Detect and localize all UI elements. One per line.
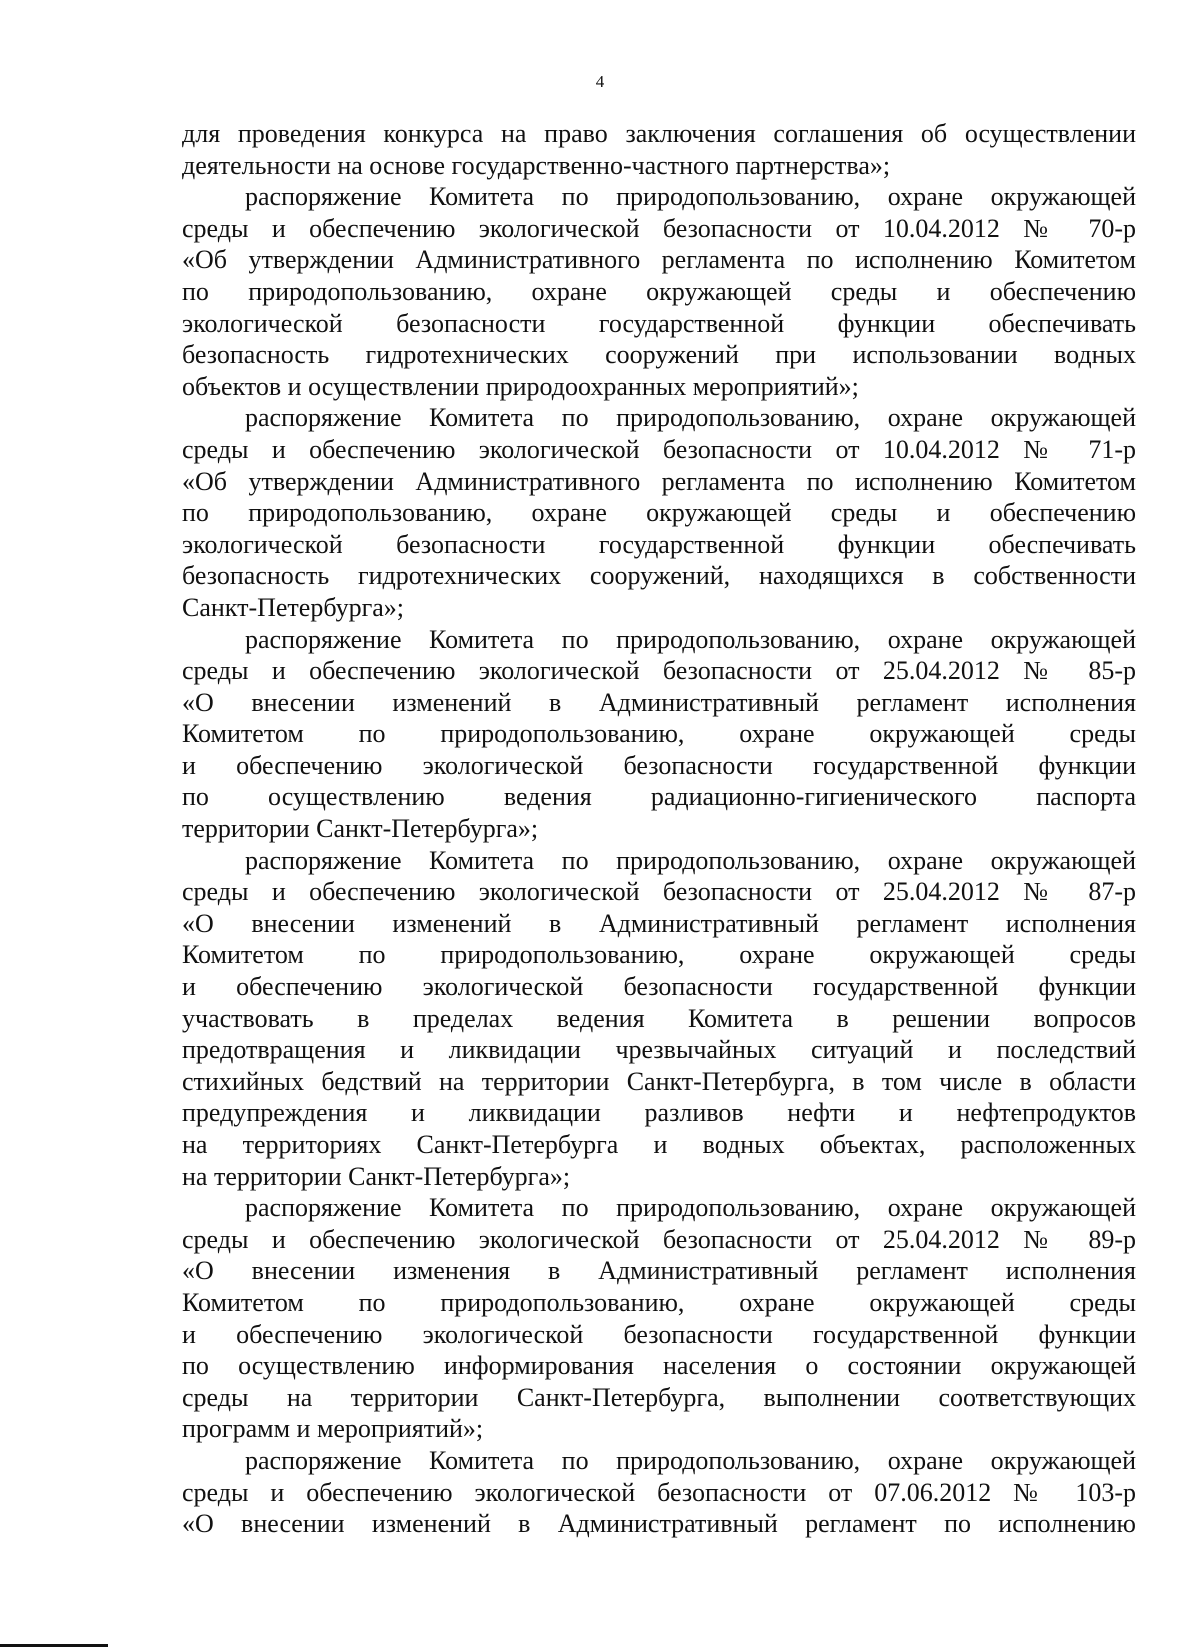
paragraph <box>182 845 1136 1193</box>
text-line: среды на территории Санкт-Петербурга, выполнении соответствующих <box>182 1382 1136 1412</box>
text-line: и обеспечению экологической безопасности государственной функции <box>182 1319 1136 1349</box>
text-line: «О внесении изменения в Административный регламент исполнения <box>182 1256 1136 1286</box>
text-line: на территориях Санкт-Петербурга и водных объектах, расположенных <box>182 1130 1136 1159</box>
paragraph <box>182 1192 1136 1445</box>
text-line: среды и обеспечению экологической безопасности от 10.04.2012 № 71-р <box>182 434 1136 464</box>
text-line: распоряжение Комитета по природопользованию, охране окружающей <box>245 624 1136 654</box>
text-line: по осуществлению информирования населения о состоянии окружающей <box>182 1351 1136 1381</box>
text-line: и обеспечению экологической безопасности государственной функции <box>182 972 1136 1002</box>
text-line: среды и обеспечению экологической безопасности от 25.04.2012 № 89-р <box>182 1224 1136 1254</box>
text-line: на территории Санкт-Петербурга»; <box>182 1161 571 1191</box>
text-line: «Об утверждении Административного регламента по исполнению Комитетом <box>182 466 1136 496</box>
text-line: экологической безопасности государственной функции обеспечивать <box>182 529 1136 559</box>
text-line: Комитетом по природопользованию, охране окружающей среды <box>182 940 1136 970</box>
text-line: объектов и осуществлении природоохранных мероприятий»; <box>182 371 859 401</box>
text-line: Комитетом по природопользованию, охране окружающей среды <box>182 719 1136 749</box>
text-line: среды и обеспечению экологической безопасности от 07.06.2012 № 103-р <box>182 1477 1136 1507</box>
text-line: «Об утверждении Административного регламента по исполнению Комитетом <box>182 245 1136 275</box>
footer-rule <box>0 1644 108 1647</box>
text-line: участвовать в пределах ведения Комитета в решении вопросов <box>182 1003 1136 1033</box>
text-line: среды и обеспечению экологической безопасности от 25.04.2012 № 87-р <box>182 877 1136 907</box>
text-line: для проведения конкурса на право заключения соглашения об осуществлении <box>182 119 1136 148</box>
paragraph <box>182 118 1136 181</box>
text-line: стихийных бедствий на территории Санкт-Петербурга, в том числе в области <box>182 1066 1136 1096</box>
paragraph <box>182 1445 1136 1540</box>
text-line: и обеспечению экологической безопасности государственной функции <box>182 750 1136 780</box>
text-line: распоряжение Комитета по природопользованию, охране окружающей <box>245 403 1136 433</box>
text-line: по осуществлению ведения радиационно-гигиенического паспорта <box>182 782 1136 812</box>
text-line: безопасность гидротехнических сооружений при использовании водных <box>182 340 1136 370</box>
text-line: деятельности на основе государственно-частного партнерства»; <box>182 150 891 180</box>
text-line: среды и обеспечению экологической безопасности от 25.04.2012 № 85-р <box>182 656 1136 686</box>
text-line: «О внесении изменений в Административный регламент исполнения <box>182 687 1136 717</box>
text-line: предотвращения и ликвидации чрезвычайных ситуаций и последствий <box>182 1035 1136 1065</box>
document-body <box>182 118 1136 1540</box>
page-number: 4 <box>595 72 605 91</box>
text-line: по природопользованию, охране окружающей среды и обеспечению <box>182 276 1136 306</box>
text-line: территории Санкт-Петербурга»; <box>182 814 539 844</box>
text-line: предупреждения и ликвидации разливов нефти и нефтепродуктов <box>182 1098 1136 1128</box>
text-line: по природопользованию, охране окружающей среды и обеспечению <box>182 498 1136 528</box>
paragraph <box>182 402 1136 623</box>
text-line: распоряжение Комитета по природопользованию, охране окружающей <box>245 845 1136 875</box>
text-line: безопасность гидротехнических сооружений, находящихся в собственности <box>182 561 1136 591</box>
text-line: «О внесении изменений в Административный регламент по исполнению <box>182 1509 1136 1539</box>
text-line: распоряжение Комитета по природопользованию, охране окружающей <box>245 1193 1136 1223</box>
text-line: программ и мероприятий»; <box>182 1414 484 1444</box>
text-line: Комитетом по природопользованию, охране окружающей среды <box>182 1287 1136 1317</box>
text-line: экологической безопасности государственной функции обеспечивать <box>182 308 1136 338</box>
text-line: распоряжение Комитета по природопользованию, охране окружающей <box>245 182 1136 212</box>
text-line: Санкт-Петербурга»; <box>182 592 404 622</box>
text-line: «О внесении изменений в Административный регламент исполнения <box>182 908 1136 938</box>
paragraph <box>182 624 1136 845</box>
text-line: распоряжение Комитета по природопользованию, охране окружающей <box>245 1445 1136 1475</box>
text-line: среды и обеспечению экологической безопасности от 10.04.2012 № 70-р <box>182 213 1136 243</box>
paragraph <box>182 181 1136 402</box>
